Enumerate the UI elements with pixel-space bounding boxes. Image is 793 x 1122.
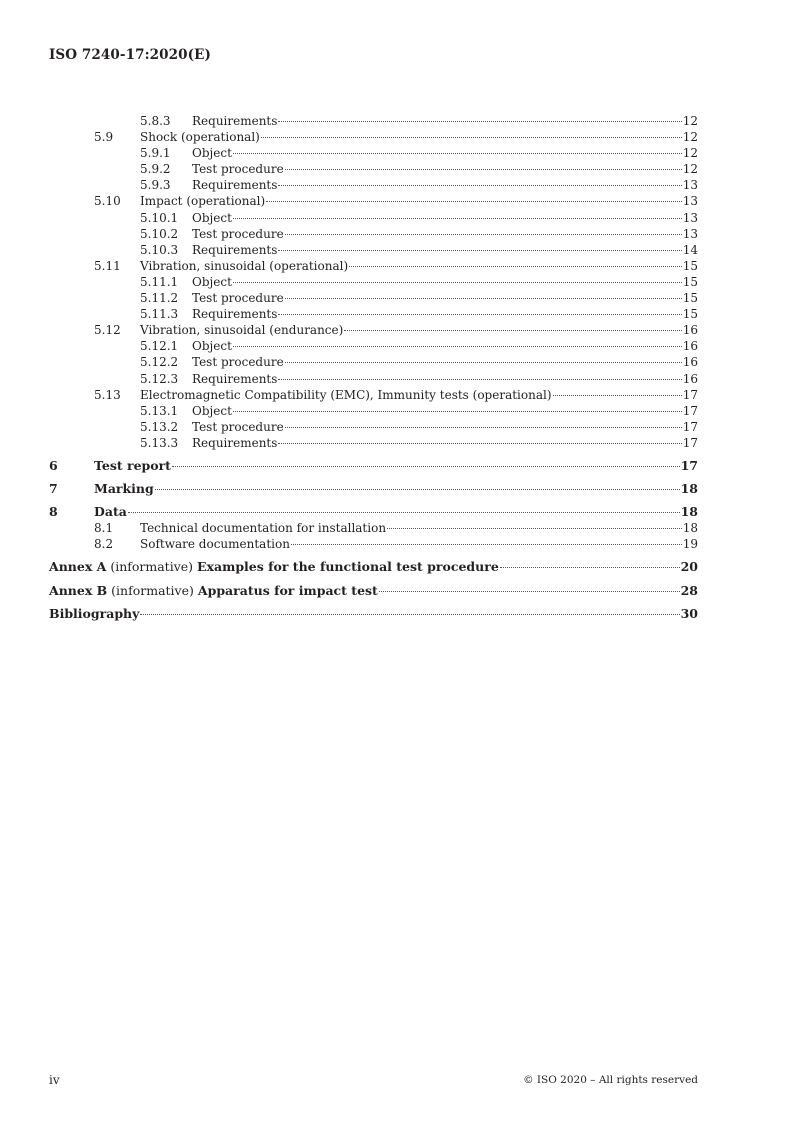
toc-entry-title: Object [192,274,232,289]
toc-entry-number: 5.9.3 [140,178,171,193]
toc-entry-page: 12 [682,130,698,145]
toc-entry[interactable] [49,161,698,177]
toc-entry-title: Technical documentation for installation [140,521,387,536]
toc-entry[interactable] [49,258,698,274]
dot-leader [553,395,682,396]
dot-leader [387,528,682,529]
dot-leader [261,137,682,138]
toc-entry-number: 5.12.3 [140,371,179,386]
toc-entry[interactable] [49,306,698,322]
toc-entry-number: 5.12.1 [140,339,179,354]
toc-entry-page: 16 [682,355,698,370]
toc-entry[interactable] [49,193,698,209]
toc-entry[interactable] [49,387,698,403]
dot-leader [285,169,682,170]
toc-entry-page: 18 [680,481,698,497]
toc-entry[interactable] [49,226,698,242]
annex-title: Bibliography [49,605,140,621]
toc-entry-title: Requirements [192,114,278,128]
toc-entry[interactable] [49,481,698,497]
toc-entry[interactable] [49,536,698,552]
dot-leader [291,544,682,545]
toc-entry-title: Object [192,146,232,161]
dot-leader [233,346,682,347]
toc-entry-page: 15 [682,258,698,273]
document-id-header: ISO 7240-17:2020(E) [49,47,212,63]
toc-entry[interactable] [49,210,698,226]
toc-entry-page: 16 [682,323,698,338]
toc-entry-number: 8 [49,504,58,520]
toc-entry-page: 12 [682,146,698,161]
annex-label: Annex A [49,559,107,575]
toc-entry[interactable] [49,419,698,435]
toc-entry-title: Object [192,210,232,225]
toc-entry-title: Test procedure [192,419,284,434]
toc-entry[interactable] [49,274,698,290]
toc-entry-number: 5.9 [94,130,114,145]
toc-entry-title: Test procedure [192,226,284,241]
toc-entry-page: 15 [682,274,698,289]
annex-label: Annex B [49,582,108,598]
toc-entry-page: 13 [682,210,698,225]
toc-entry-title: Vibration, sinusoidal (operational) [140,258,349,273]
toc-entry[interactable] [49,606,698,622]
toc-entry[interactable] [49,145,698,161]
toc-entry[interactable] [49,242,698,258]
toc-entry-title: Software documentation [140,537,290,552]
toc-entry-page: 30 [680,605,698,621]
toc-entry-title: Requirements [192,178,278,193]
toc-entry[interactable] [49,583,698,599]
toc-entry-page: 16 [682,371,698,386]
toc-entry-number: 5.11.1 [140,274,179,289]
annex-title: Examples for the functional test procedure [197,559,499,575]
toc-entry-number: 5.13.1 [140,403,179,418]
dot-leader [278,379,681,380]
dot-leader [349,266,682,267]
toc-entry-number: 5.11 [94,258,121,273]
annex-title: Apparatus for impact test [197,582,378,598]
toc-entry[interactable] [49,371,698,387]
page-number: iv [49,1073,60,1087]
toc-entry-title: Object [192,339,232,354]
toc-entry[interactable] [49,338,698,354]
toc-entry[interactable] [49,354,698,370]
toc-entry-title: Shock (operational) [140,130,260,145]
toc-entry[interactable] [49,322,698,338]
toc-entry-page: 17 [680,457,698,473]
toc-entry-title: Electromagnetic Compatibility (EMC), Immunity tests (operational) [140,387,552,402]
toc-entry-title: Requirements [192,307,278,322]
toc-entry[interactable] [49,559,698,575]
toc-entry-number: 6 [49,457,58,473]
dot-leader [172,466,680,467]
dot-leader [344,330,681,331]
toc-entry-title: Test procedure [192,355,284,370]
toc-entry-page: 16 [682,339,698,354]
toc-entry[interactable] [49,113,698,129]
toc-entry-page: 19 [682,537,698,552]
toc-entry-number: 5.12 [94,323,121,338]
toc-entry-page: 18 [682,521,698,536]
dot-leader [285,427,682,428]
toc-entry-title: Vibration, sinusoidal (endurance) [140,323,344,338]
toc-entry-title: Test procedure [192,291,284,306]
toc-entry-title: Test report [94,457,171,473]
dot-leader [285,362,682,363]
dot-leader [278,121,681,122]
toc-entry-number: 5.8.3 [140,114,171,128]
toc-entry-title: Data [94,504,127,520]
toc-entry[interactable] [49,504,698,520]
toc-entry-number: 5.11.3 [140,307,179,322]
toc-entry[interactable] [49,435,698,451]
annex-type: (informative) [106,559,198,575]
dot-leader [266,201,682,202]
toc-entry-title: Marking [94,481,154,497]
toc-entry-title [49,559,499,575]
toc-entry[interactable] [49,458,698,474]
dot-leader [500,567,680,568]
dot-leader [285,298,682,299]
dot-leader [278,443,681,444]
dot-leader [128,512,680,513]
dot-leader [278,250,681,251]
dot-leader [285,234,682,235]
toc-entry-number: 5.10.3 [140,242,179,257]
dot-leader [140,614,679,615]
toc-entry-page: 17 [682,435,698,450]
dot-leader [278,314,681,315]
toc-entry-page: 20 [680,559,698,575]
toc-entry-title: Requirements [192,371,278,386]
toc-entry-number: 8.2 [94,537,114,552]
toc-entry[interactable] [49,129,698,145]
toc-entry-number: 5.11.2 [140,291,179,306]
dot-leader [155,489,680,490]
toc-entry-page: 13 [682,178,698,193]
toc-entry-title [49,606,139,622]
toc-entry-page: 12 [682,162,698,177]
toc-entry-page: 15 [682,307,698,322]
table-of-contents [49,113,698,622]
toc-entry-page: 12 [682,114,698,128]
toc-entry-page: 15 [682,291,698,306]
toc-entry-title: Requirements [192,435,278,450]
toc-entry-number: 5.10 [94,194,121,209]
toc-entry[interactable] [49,403,698,419]
toc-entry-number: 8.1 [94,521,114,536]
toc-entry[interactable] [49,520,698,536]
toc-entry-number: 5.13.3 [140,435,179,450]
toc-entry-number: 5.10.1 [140,210,179,225]
toc-entry[interactable] [49,177,698,193]
toc-entry-number: 5.9.2 [140,162,171,177]
toc-entry-page: 13 [682,194,698,209]
dot-leader [233,282,682,283]
toc-entry-title: Impact (operational) [140,194,266,209]
toc-entry-number: 5.13 [94,387,121,402]
toc-entry[interactable] [49,290,698,306]
toc-entry-title: Test procedure [192,162,284,177]
toc-entry-page: 13 [682,226,698,241]
toc-entry-title [49,583,378,599]
dot-leader [278,185,681,186]
toc-entry-page: 28 [680,582,698,598]
toc-entry-page: 18 [680,504,698,520]
dot-leader [233,411,682,412]
toc-entry-title: Object [192,403,232,418]
toc-entry-page: 14 [682,242,698,257]
toc-entry-number: 5.13.2 [140,419,179,434]
annex-type: (informative) [107,582,198,598]
copyright-notice: © ISO 2020 – All rights reserved [523,1074,698,1086]
dot-leader [233,153,682,154]
toc-entry-number: 5.12.2 [140,355,179,370]
toc-entry-number: 5.9.1 [140,146,171,161]
toc-entry-page: 17 [682,419,698,434]
toc-entry-number: 5.10.2 [140,226,179,241]
toc-entry-number: 7 [49,481,58,497]
dot-leader [233,218,682,219]
toc-entry-page: 17 [682,403,698,418]
toc-entry-page: 17 [682,387,698,402]
dot-leader [379,591,680,592]
toc-entry-title: Requirements [192,242,278,257]
